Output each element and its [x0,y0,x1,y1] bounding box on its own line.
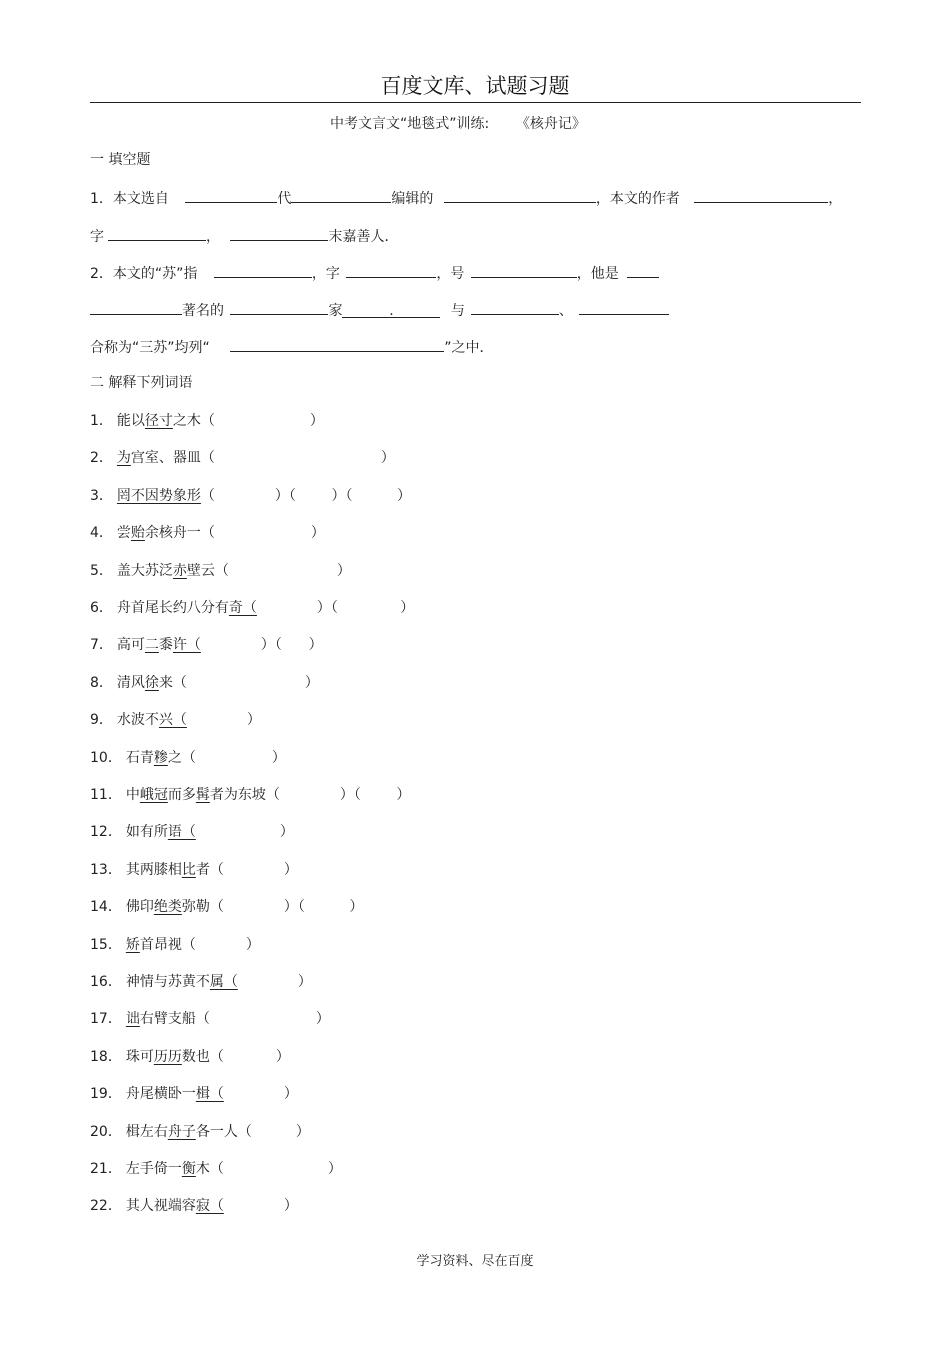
item-text: 来（ [158,674,187,691]
item-text: 珠可 [125,1048,154,1065]
item-text: 尝 [116,525,131,542]
item-number: 19． [90,1086,122,1103]
q1-text-e: ， [828,191,843,207]
vocab-item [90,524,325,542]
item-text: 其两膝相 [125,861,182,878]
vocab-item [90,1197,298,1215]
vocab-item [90,636,323,654]
item-text: ） [310,525,325,542]
vocab-item [90,786,410,804]
underlined-term: 楫（ [195,1086,224,1103]
underlined-term: 徐 [144,674,159,691]
item-text: ）（ ） [260,637,323,654]
item-text: 左手倚一 [125,1161,182,1177]
q2-blank-pen-name[interactable] [471,262,577,278]
vocab-item [90,674,319,692]
item-number: 15． [90,936,122,953]
underlined-term: 峨冠 [139,787,168,803]
q2-blank-era[interactable] [90,299,182,315]
item-text: ） [246,712,261,729]
item-text: ） [245,936,260,953]
vocab-item [90,1160,342,1178]
item-text: ） [380,450,395,467]
item-text: ）（ ） [339,787,411,803]
item-text: ） [271,749,286,766]
item-number: 20． [90,1123,122,1140]
vocab-item [90,1010,330,1028]
q1-line2-text-c: 末嘉善人． [328,229,399,245]
item-text: 而多 [167,787,196,803]
subtitle: 中考文言文“地毯式”训练: 《核舟记》 [330,116,586,132]
q2-blank-era-start[interactable] [627,262,659,278]
vocab-item [90,487,411,505]
item-text: 之（ [167,749,196,766]
item-text: 能以 [116,413,145,429]
item-text: ） [297,974,312,990]
underlined-term: 绝类 [153,899,182,916]
q1-text-b: 代 [277,191,292,207]
item-text: ） [327,1161,342,1177]
item-text: 清风 [116,674,145,691]
item-number: 6． [90,600,113,616]
item-text: 佛印 [125,899,154,916]
vocab-item [90,1123,310,1141]
q1-line2-text-a: 字 [90,229,104,245]
underlined-term: 贻 [130,525,145,542]
item-text: 盖大苏泛 [116,562,173,579]
q1-blank-origin[interactable] [230,225,328,241]
q2-text-d: ，他是 [576,266,619,282]
underlined-term: 属（ [209,974,238,990]
underlined-term: 历历 [153,1048,182,1065]
vocab-item [90,449,395,467]
underlined-term: 奇（ [228,600,257,616]
item-text: 余核舟一（ [144,525,215,542]
item-text: 舟尾横卧一 [125,1086,196,1103]
underlined-term: 二 [144,637,159,654]
q2-blank-courtesy-name[interactable] [346,262,436,278]
item-text: ） [283,861,298,878]
q2-blank-field[interactable] [230,299,328,315]
item-text: 高可 [116,637,145,654]
item-number: 9． [90,712,113,729]
vocab-item [90,1085,298,1103]
vocab-item [90,861,298,879]
item-text: 右臂支船（ [139,1011,210,1028]
vocab-item [90,749,286,767]
q1-text-c: 编辑的 [391,191,434,207]
item-text: 壁云（ [186,562,229,579]
item-text: 中 [125,787,140,803]
item-text: 黍 [158,637,173,654]
section1-heading: 一 填空题 [90,152,151,168]
item-text: 弥勒（ [181,899,224,916]
item-text: 宫室、器皿（ [130,450,215,467]
q2-blank-dot: . [389,303,394,319]
item-text: ） [336,562,351,579]
underlined-term: 寂（ [195,1198,224,1215]
page-footer: 学习资料、尽在百度 [416,1254,534,1269]
section2-heading: 二 解释下列词语 [90,375,193,391]
item-number: 13． [90,861,122,878]
underlined-term: 赤 [172,562,187,579]
item-text: ） [279,824,294,841]
q1-blank-author[interactable] [694,187,828,203]
q1-blank-courtesy-name[interactable] [108,225,206,241]
underlined-term: 诎 [125,1011,140,1028]
item-number: 2． [90,450,113,467]
underlined-term: 罔不因势象形 [116,487,201,504]
underlined-term: 许（ [172,637,201,654]
item-text: 舟首尾长约八分有 [116,600,229,616]
item-text: ）（ ）（ ） [274,487,412,504]
underlined-term: 衡 [181,1161,196,1177]
q1-text-d: ，本文的作者 [595,191,680,207]
item-number: 5． [90,562,113,579]
q2-line2-text-d: 与 [450,303,465,319]
vocab-item [90,599,414,617]
q2-line2-text-e: 、 [558,303,573,319]
vocab-item [90,412,324,430]
item-number: 8． [90,674,113,691]
underlined-term: 矫 [125,936,140,953]
item-number: 17． [90,1011,122,1028]
item-text: 如有所 [125,824,168,841]
q1-blank-dynasty[interactable] [185,187,277,203]
item-text: ） [275,1048,290,1065]
underlined-term: 舟子 [167,1123,196,1140]
q2-line2-text-b: 家 [328,303,343,319]
item-text: 其人视端容 [125,1198,196,1215]
q2-text-a: 2．本文的“苏”指 [90,266,198,282]
item-number: 12． [90,824,122,841]
q2-line3-text-b: ”之中． [444,340,494,356]
item-text: 者为东坡（ [209,787,280,803]
vocab-item [90,973,312,991]
q2-blank-relative3[interactable] [579,299,669,315]
item-text: ） [295,1123,310,1140]
item-text: ） [304,674,319,691]
q1-blank-book[interactable] [444,187,596,203]
item-number: 14． [90,899,122,916]
q2-text-c: ，号 [436,266,465,282]
item-number: 16． [90,974,122,990]
q1-line2-text-b: ， [206,229,220,245]
q2-line2 [90,299,669,320]
q1-blank-editor[interactable] [291,187,391,203]
page-title: 百度文库、试题习题 [380,74,570,98]
item-number: 11． [90,787,122,803]
q2-blank-relative1[interactable] [342,302,440,318]
item-text: 者（ [195,861,224,878]
item-text: （ [200,487,215,504]
item-number: 18． [90,1048,122,1065]
vocab-item [90,562,351,580]
item-number: 22． [90,1198,122,1215]
item-number: 4． [90,525,113,542]
item-text: 数也（ [181,1048,224,1065]
item-text: 神情与苏黄不 [125,974,210,990]
underlined-term: 为 [116,450,131,467]
item-text: ） [309,413,324,429]
item-text: 各一人（ [195,1123,252,1140]
q1-line2 [90,225,398,246]
item-text: 水波不 [116,712,159,729]
item-number: 7． [90,637,113,654]
q1-line1 [90,187,842,208]
item-text: 之木（ [172,413,215,429]
vocab-item [90,1048,290,1066]
title-divider [90,102,861,103]
item-text: ） [283,1198,298,1215]
underlined-term: 语（ [167,824,196,841]
item-text: 石青 [125,749,154,766]
item-text: 首昂视（ [139,936,196,953]
underlined-term: 髯 [195,787,210,803]
item-number: 1． [90,413,113,429]
underlined-term: 径寸 [144,413,173,429]
q2-line3 [90,336,493,357]
underlined-term: 兴（ [158,712,187,729]
item-text: ）（ ） [283,899,364,916]
q2-line3-text-a: 合称为“三苏”均列“ [90,340,210,356]
q2-blank-relative2[interactable] [471,299,559,315]
vocab-item [90,711,261,729]
q1-text-a: 1．本文选自 [90,191,169,207]
item-text: ） [283,1086,298,1103]
item-number: 21． [90,1161,122,1177]
q2-text-b: ，字 [311,266,340,282]
q2-blank-person[interactable] [214,262,312,278]
item-text: 木（ [195,1161,224,1177]
underlined-term: 糁 [153,749,168,766]
vocab-item [90,936,260,954]
q2-line2-text-a: 著名的 [182,303,224,319]
vocab-item [90,823,294,841]
item-text: 楫左右 [125,1123,168,1140]
item-text: ）（ ） [316,600,415,616]
q2-blank-list[interactable] [230,336,444,352]
q2-line1 [90,262,659,283]
vocab-item [90,898,363,916]
item-text: ） [315,1011,330,1028]
underlined-term: 比 [181,861,196,878]
item-number: 3． [90,487,113,504]
item-number: 10． [90,749,122,766]
